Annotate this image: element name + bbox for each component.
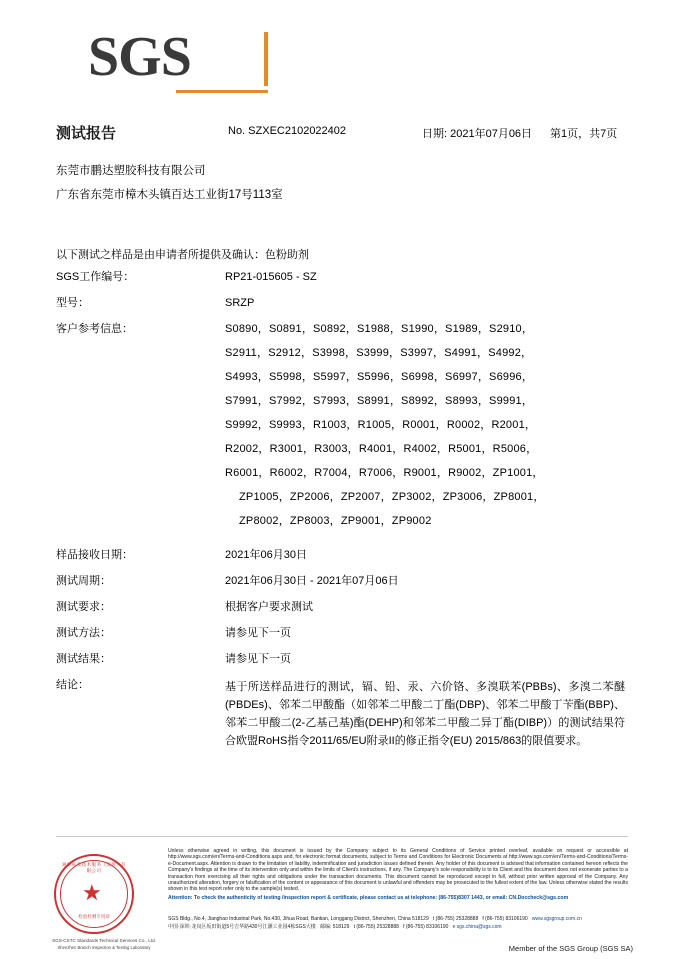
address-fax: f (86-755) 83106190 [482,916,528,922]
address-zip: 邮编: 518129 [319,923,350,930]
sgs-logo [88,28,288,94]
field-label: 客户参考信息： [56,323,133,335]
conclusion-row [56,678,636,750]
page-title: 测试报告 [56,125,117,142]
logo-accent-horizontal [176,90,268,93]
ref-line: S0890，S0891，S0892，S1988，S1990，S1989，S2910， [225,323,534,335]
seal-label-company: SGS-CSTC Standards Technical Services Co., Ltd. [52,938,156,943]
field-label: SGS工作编号： [56,271,135,283]
field-value: 2021年06月30日 [225,549,307,561]
office-address-block [168,916,638,931]
ref-line: S4993，S5998，S5997，S5996，S6998，S6997，S6996， [225,371,534,383]
address-tel2: t (86-755) 25328888 [353,923,399,930]
field-row [56,626,636,641]
page-indicator: 第1页，共7页 [550,128,618,140]
address-cn: 中国·深圳·龙岗区坂田街道5号吉华路430号江灏工业园4栋SGS大楼 [168,923,316,930]
field-row [56,296,636,311]
member-of-group-text: Member of the SGS Group (SGS SA) [508,944,633,953]
address-tel: t (86-755) 25328888 [432,916,479,922]
address-email[interactable]: e sgs.china@sgs.com [452,923,502,930]
address-line-en [168,916,638,924]
ref-line: R6001，R6002，R7004，R7006，R9001，R9002，ZP1001， [225,467,544,479]
field-label: 测试周期： [56,575,111,587]
client-reference-row [56,322,636,529]
field-label: 型号： [56,297,89,309]
seal-bottom-text: 检验检测专用章 [78,914,110,919]
legal-attention: Attention: To check the authenticity of testing /inspection report & certificate, please contact us at telephone: (86-755)8307 1443, or email: CN.Doccheck@sgs.com [168,894,569,901]
report-date: 日期: 2021年07月06日 [422,128,533,140]
ref-line: ZP1005，ZP2006，ZP2007，ZP3002，ZP3006，ZP8001， [239,491,545,503]
seal-top-text: 通标标准技术服务（深圳）有限公司 [62,862,126,873]
field-label: 测试要求： [56,601,111,613]
legal-disclaimer [168,848,628,901]
address-en: SGS Bldg., No.4, Jianghao Industrial Park, No.430, Jihua Road, Bantian, Longgang District, Shenzhen, China 518129 [168,916,429,922]
field-label: 样品接收日期： [56,549,133,561]
report-header-row [56,122,628,144]
field-value: 请参见下一页 [225,653,291,665]
conclusion-label: 结论： [56,679,89,691]
footer-divider [56,836,628,837]
legal-body: Unless otherwise agreed in writing, this document is issued by the Company subject to its General Conditions of Service printed overleaf, available on request or accessible at http://www.sgs.com/en/Terms-and-Conditions.aspx and, for electronic format documents, subject to Terms and Conditions for Electronic Documents at http://www.sgs.com/en/Terms-and-Conditions/Terms-e-Document.aspx. Attention is drawn to the limitation of liability, indemnification and jurisdiction issues defined therein. Any holder of this document is advised that information contained hereon reflects the Company's findings at the time of its intervention only and within the limits of Client's instructions, if any. The Company's sole responsibility is to its Client and this document does not exonerate parties to a transaction from exercising all their rights and obligations under the transaction documents. This document cannot be reproduced except in full, without prior written approval of the Company. Any unauthorized alteration, forgery or falsification of the content or appearance of this document is unlawful and offenders may be prosecuted to the fullest extent of the law. Unless otherwise stated the results shown in this test report refer only to the sample(s) tested. [168,848,628,893]
ref-line: S7991，S7992，S7993，S8991，S8992，S8993，S9991， [225,395,534,407]
field-value: 请参见下一页 [225,627,291,639]
star-icon: ★ [82,880,102,905]
field-row [56,270,636,285]
field-value: SRZP [225,297,255,309]
client-company-address: 广东省东莞市樟木头镇百达工业街17号113室 [56,189,283,201]
address-line-cn [168,924,638,932]
report-number: No. SZXEC2102022402 [228,125,347,137]
logo-text: SGS [88,26,191,88]
client-company-name: 东莞市鹏达塑胶科技有限公司 [56,165,206,177]
ref-line: ZP8002，ZP8003，ZP9001，ZP9002 [239,515,432,527]
field-row [56,574,636,589]
field-value: 根据客户要求测试 [225,601,313,613]
conclusion-text: 基于所送样品进行的测试，镉、铅、汞、六价铬、多溴联苯(PBBs)、多溴二苯醚(PBDEs)、邻苯二甲酸酯（如邻苯二甲酸二丁酯(DBP)、邻苯二甲酸丁苄酯(BBP)、邻苯二甲酸二(2-乙基己基)酯(DEHP)和邻苯二甲酸二异丁酯(DIBP)）的测试结果符合欧盟RoHS指令2011/65/EU附录II的修正指令(EU) 2015/863的限值要求。 [225,681,625,747]
address-website[interactable]: www.sgsgroup.com.cn [531,916,582,922]
field-row [56,652,636,667]
report-fields [56,270,636,761]
field-row [56,600,636,615]
field-value: RP21-015605 - SZ [225,271,317,283]
address-fax2: f (86-755) 83106190 [403,923,449,930]
ref-line: S2911，S2912，S3998，S3999，S3997，S4991，S4992， [225,347,533,359]
field-row [56,548,636,563]
ref-line: R2002，R3001，R3003，R4001，R4002，R5001，R5006， [225,443,538,455]
company-seal-stamp [46,852,156,950]
ref-line: S9992，S9993，R1003，R1005，R0001，R0002，R2001， [225,419,537,431]
field-label: 测试结果： [56,653,111,665]
field-label: 测试方法： [56,627,111,639]
client-reference-values [225,322,636,529]
sample-intro-line: 以下测试之样品是由申请者所提供及确认：色粉助剂 [56,249,309,261]
seal-label-branch: Shenzhen Branch Inspection & Testing Laboratory [57,945,151,950]
field-value: 2021年06月30日 - 2021年07月06日 [225,575,399,587]
logo-accent-vertical [264,32,268,86]
